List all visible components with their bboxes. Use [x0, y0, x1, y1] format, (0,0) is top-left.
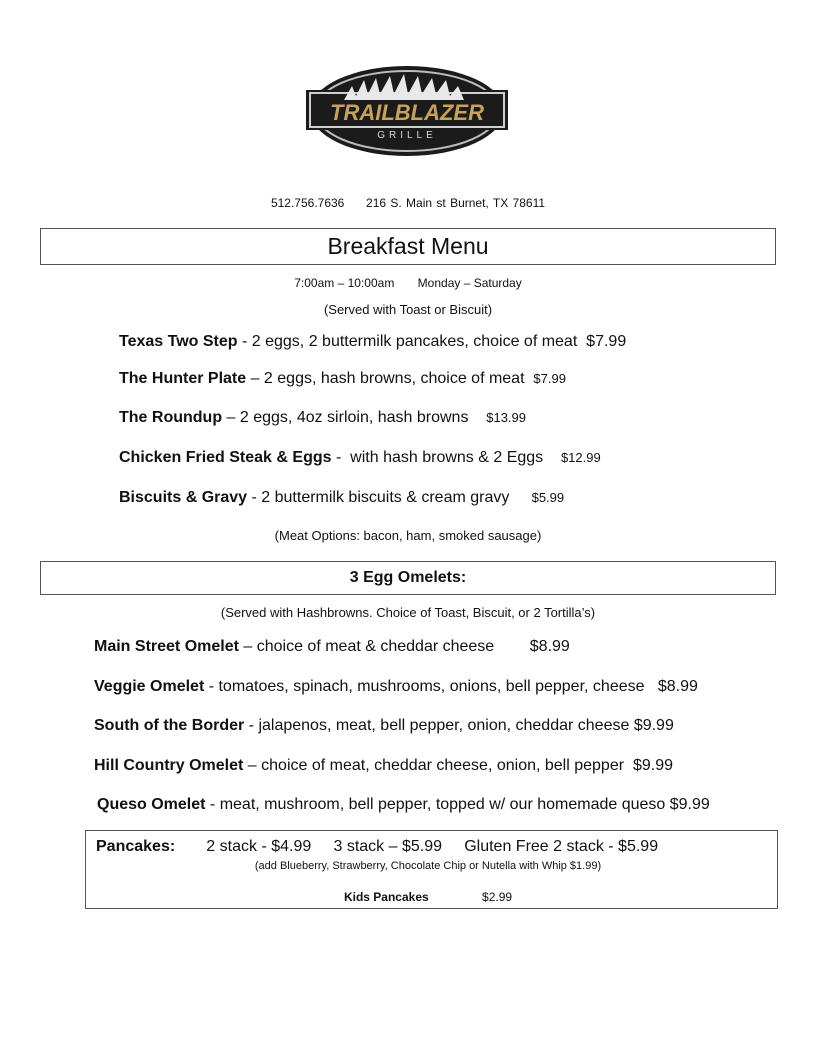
meat-options-note: (Meat Options: bacon, ham, smoked sausage) [274, 528, 542, 543]
item-name: Biscuits & Gravy [119, 489, 248, 506]
item-name: Veggie Omelet [94, 678, 205, 695]
item-name: Chicken Fried Steak & Eggs [119, 449, 332, 466]
breakfast-title: Breakfast Menu [327, 233, 489, 259]
item-desc: – 2 eggs, 4oz sirloin, hash browns [222, 409, 487, 426]
hours-time: 7:00am – 10:00am [294, 276, 395, 290]
omelets-served-note: (Served with Hashbrowns. Choice of Toast, Biscuit, or 2 Tortilla’s) [220, 605, 596, 620]
menu-item [119, 370, 566, 388]
breakfast-served-note: (Served with Toast or Biscuit) [323, 302, 493, 317]
item-desc: - 2 buttermilk biscuits & cream gravy [247, 489, 532, 506]
item-price: $9.99 [669, 796, 710, 813]
menu-item [119, 449, 601, 467]
item-price: $12.99 [560, 450, 601, 465]
trailblazer-logo [304, 64, 510, 158]
item-price: $9.99 [632, 757, 673, 774]
item-desc: – choice of meat, cheddar cheese, onion, bell pepper [243, 757, 633, 774]
hours-days: Monday – Saturday [417, 276, 522, 290]
pancakes-addons: (add Blueberry, Strawberry, Chocolate Chip or Nutella with Whip $1.99) [254, 860, 602, 872]
item-name: South of the Border [94, 717, 245, 734]
kids-price: $2.99 [482, 890, 513, 904]
item-name: Queso Omelet [97, 796, 206, 813]
omelet-item [94, 757, 673, 775]
omelet-item [94, 678, 698, 696]
kids-pancakes-line [40, 890, 816, 904]
menu-item [119, 489, 564, 507]
omelets-title: 3 Egg Omelets: [349, 569, 467, 586]
item-price: $8.99 [529, 638, 570, 655]
phone: 512.756.7636 [270, 196, 345, 210]
item-desc: - 2 eggs, 2 buttermilk pancakes, choice of meat [237, 333, 587, 350]
item-price: $5.99 [531, 490, 565, 505]
logo-sub: GRILLE [377, 130, 437, 141]
item-name: The Hunter Plate [119, 370, 247, 387]
item-desc: - tomatoes, spinach, mushrooms, onions, bell pepper, cheese [204, 678, 658, 695]
address: 216 S. Main st Burnet, TX 78611 [366, 196, 546, 210]
menu-item [119, 333, 626, 351]
item-price: $7.99 [533, 371, 566, 386]
item-desc: - jalapenos, meat, bell pepper, onion, cheddar cheese [244, 717, 634, 734]
item-price: $8.99 [657, 678, 698, 695]
item-price: $7.99 [586, 333, 627, 350]
item-price: $13.99 [486, 410, 526, 425]
contact-line [0, 196, 816, 210]
item-desc: – choice of meat & cheddar cheese [238, 638, 530, 655]
item-name: Texas Two Step [119, 333, 238, 350]
pancakes-label: Pancakes: [96, 838, 176, 855]
item-desc: - meat, mushroom, bell pepper, topped w/ our homemade queso [205, 796, 670, 813]
item-price: $9.99 [633, 717, 674, 734]
item-name: The Roundup [119, 409, 223, 426]
omelet-item [94, 638, 570, 656]
kids-label: Kids Pancakes [343, 890, 429, 904]
pancakes-line [96, 838, 658, 856]
breakfast-title-box [40, 228, 776, 265]
breakfast-hours [0, 276, 816, 290]
omelet-item [94, 717, 674, 735]
omelets-title-box [40, 561, 776, 595]
pancakes-options: 2 stack - $4.99 3 stack – $5.99 Gluten Free 2 stack - $5.99 [206, 838, 659, 855]
menu-item [119, 409, 526, 427]
item-desc: - with hash browns & 2 Eggs [331, 449, 561, 466]
omelet-item [97, 796, 710, 814]
logo-name: TRAILBLAZER [330, 100, 484, 125]
item-desc: – 2 eggs, hash browns, choice of meat [246, 370, 534, 387]
item-name: Main Street Omelet [94, 638, 239, 655]
item-name: Hill Country Omelet [94, 757, 244, 774]
